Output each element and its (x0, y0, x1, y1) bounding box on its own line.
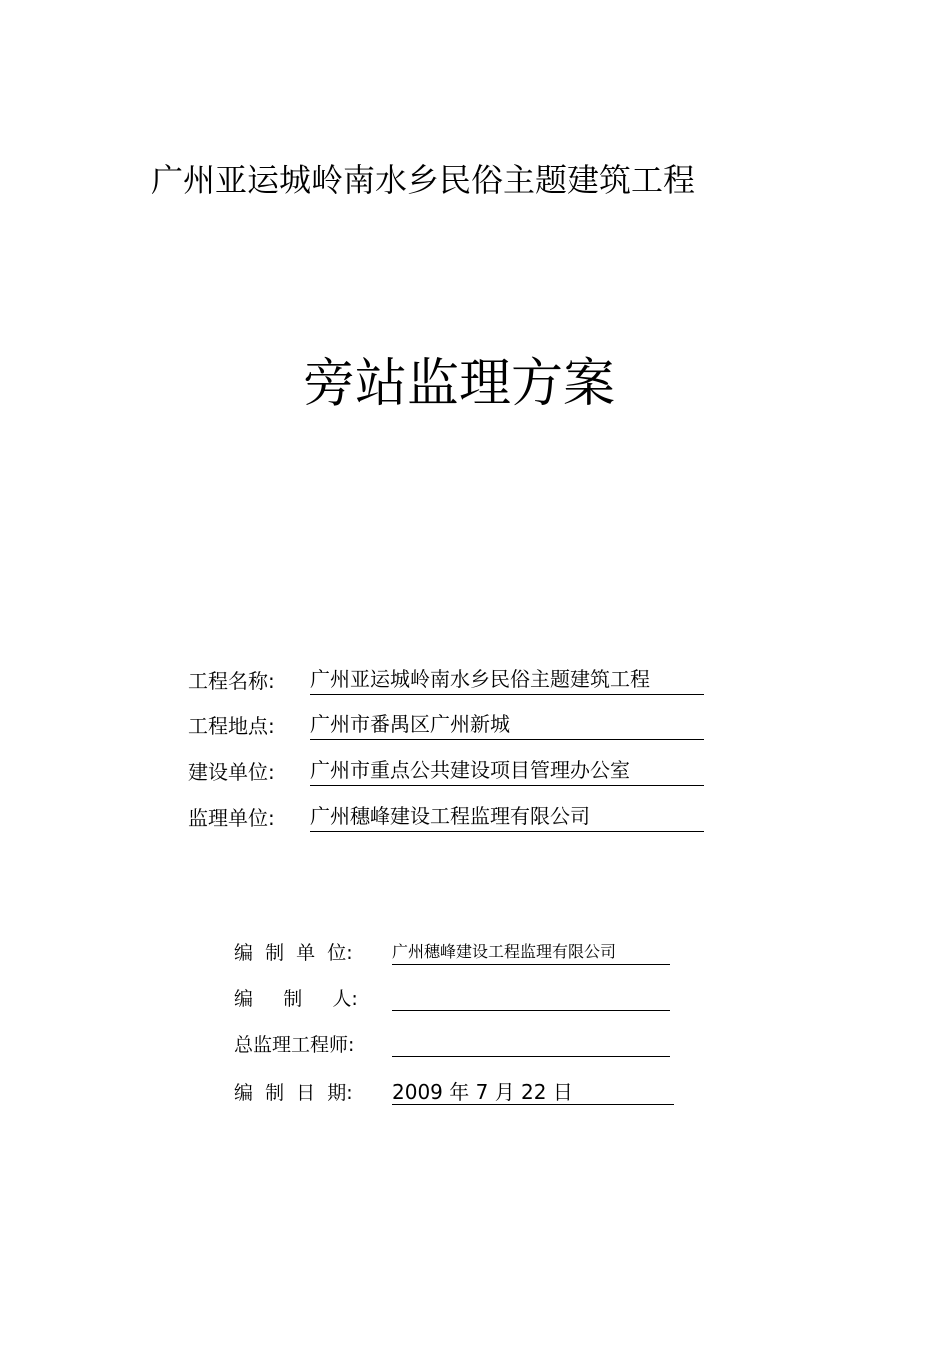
project-name-label: 工程名称: (188, 669, 275, 693)
chief-supervisor-value (392, 1032, 670, 1057)
compiling-unit-value: 广州穗峰建设工程监理有限公司 (392, 940, 670, 965)
compile-date-value: 2009 年 7 月 22 日 (392, 1080, 674, 1105)
chief-supervisor-label: 总监理工程师: (234, 1034, 355, 1056)
chief-supervisor-row (234, 1028, 694, 1060)
project-location-value: 广州市番禺区广州新城 (310, 709, 704, 740)
project-location-row (188, 709, 718, 743)
compile-date-label: 编 制 日 期: (234, 1082, 353, 1104)
compiling-unit-label: 编 制 单 位: (234, 942, 353, 964)
document-title: 旁站监理方案 (303, 354, 616, 414)
compile-date-row (234, 1076, 694, 1108)
supervision-unit-value: 广州穗峰建设工程监理有限公司 (310, 801, 704, 832)
construction-unit-row (188, 755, 718, 789)
supervision-unit-row (188, 801, 718, 835)
supervision-unit-label: 监理单位: (188, 806, 275, 830)
compiler-value (392, 986, 670, 1011)
compiler-row (234, 982, 694, 1014)
construction-unit-value: 广州市重点公共建设项目管理办公室 (310, 755, 704, 786)
project-location-label: 工程地点: (188, 714, 275, 738)
project-name-row (188, 664, 718, 698)
compiling-unit-row (234, 936, 694, 968)
construction-unit-label: 建设单位: (188, 760, 275, 784)
compiler-label: 编 制 人: (234, 988, 358, 1010)
project-title: 广州亚运城岭南水乡民俗主题建筑工程 (151, 161, 696, 199)
project-name-value: 广州亚运城岭南水乡民俗主题建筑工程 (310, 664, 704, 695)
